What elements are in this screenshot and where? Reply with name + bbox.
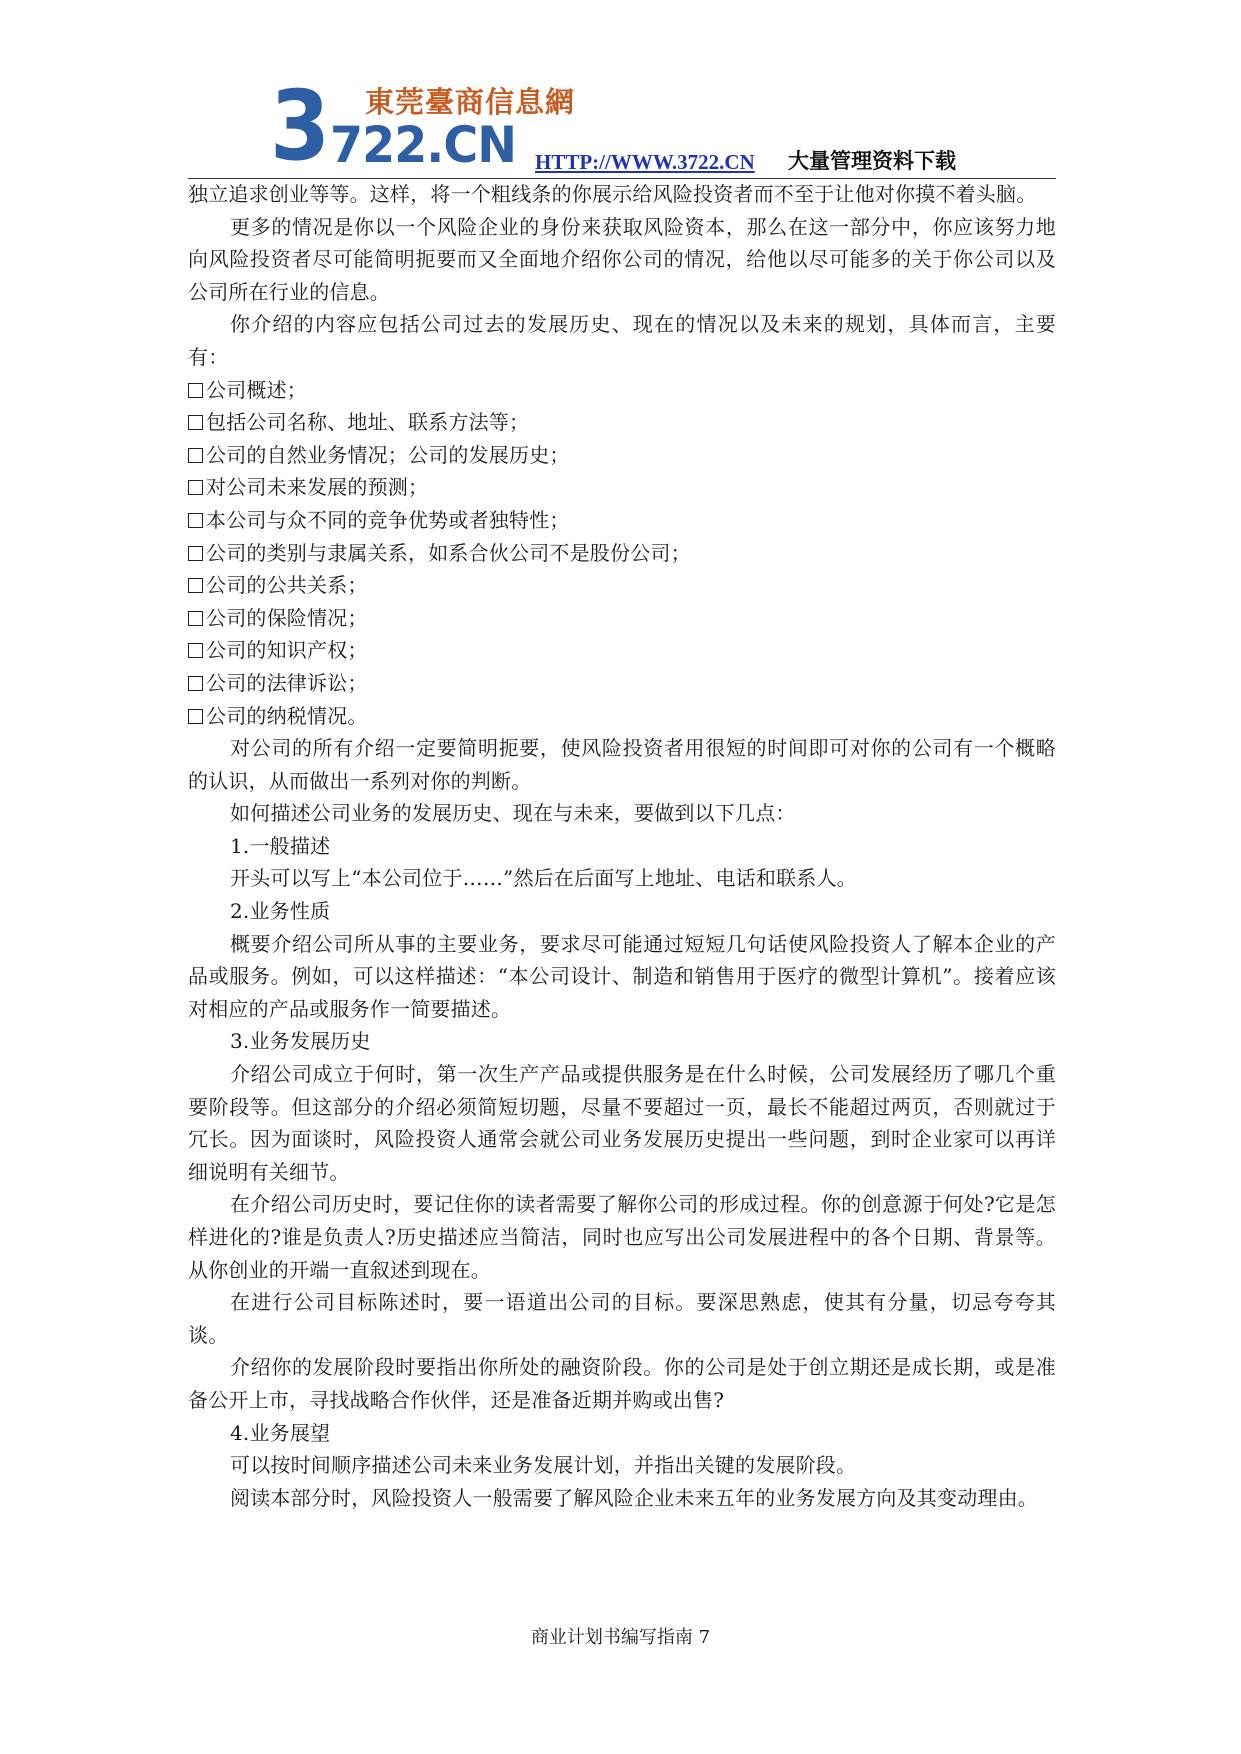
paragraph: 你介绍的内容应包括公司过去的发展历史、现在的情况以及未来的规划，具体而言，主要有： — [188, 312, 1056, 369]
header-tagline: 大量管理资料下载 — [788, 149, 956, 173]
checkbox-icon — [188, 709, 203, 724]
list-item — [188, 634, 1056, 667]
list-item-text: 公司的自然业务情况；公司的发展历史； — [206, 442, 570, 467]
section-heading: 1.一般描述 — [230, 833, 331, 858]
logo-chinese-name: 東莞臺商信息網 — [365, 85, 576, 119]
list-item-text: 公司的纳税情况。 — [206, 703, 368, 728]
list-item-text: 包括公司名称、地址、联系方法等； — [206, 410, 530, 435]
paragraph: 如何描述公司业务的发展历史、现在与未来，要做到以下几点： — [230, 801, 796, 826]
section-heading: 3.业务发展历史 — [230, 1029, 371, 1054]
list-item-text: 公司的类别与隶属关系，如系合伙公司不是股份公司； — [206, 540, 691, 565]
list-item — [188, 700, 1056, 733]
paragraph: 介绍你的发展阶段时要指出你所处的融资阶段。你的公司是处于创立期还是成长期，或是准备公开上市，寻找战略合作伙伴，还是准备近期并购或出售? — [188, 1355, 1056, 1412]
paragraph: 开头可以写上“本公司位于……”然后在后面写上地址、电话和联系人。 — [230, 866, 857, 891]
list-item — [188, 439, 1056, 472]
checkbox-icon — [188, 415, 203, 430]
checkbox-icon — [188, 513, 203, 528]
list-item — [188, 471, 1056, 504]
list-item — [188, 406, 1056, 439]
section-heading: 2.业务性质 — [230, 899, 331, 924]
logo-number: 3 — [270, 70, 327, 182]
checkbox-icon — [188, 676, 203, 691]
logo-domain: 722.CN — [330, 116, 517, 174]
list-item-text: 公司的知识产权； — [206, 638, 368, 663]
section-heading: 4.业务展望 — [230, 1420, 331, 1445]
website-link[interactable]: HTTP://WWW.3722.CN — [535, 150, 755, 174]
list-item-text: 公司的公共关系； — [206, 573, 368, 598]
paragraph: 在进行公司目标陈述时，要一语道出公司的目标。要深思熟虑，使其有分量，切忌夸夸其谈。 — [188, 1290, 1056, 1347]
checkbox-icon — [188, 546, 203, 561]
checkbox-icon — [188, 383, 203, 398]
list-item — [188, 537, 1056, 570]
paragraph: 可以按时间顺序描述公司未来业务发展计划，并指出关键的发展阶段。 — [230, 1453, 857, 1478]
document-body — [188, 178, 1056, 1514]
page-header — [0, 0, 1241, 182]
list-item — [188, 504, 1056, 537]
list-item-text: 对公司未来发展的预测； — [206, 475, 429, 500]
list-item — [188, 602, 1056, 635]
checkbox-icon — [188, 578, 203, 593]
paragraph: 独立追求创业等等。这样，将一个粗线条的你展示给风险投资者而不至于让他对你摸不着头脑。 — [188, 182, 1037, 206]
paragraph: 在介绍公司历史时，要记住你的读者需要了解你公司的形成过程。你的创意源于何处?它是怎样进化的?谁是负责人?历史描述应当简洁，同时也应写出公司发展进程中的各个日期、背景等。从你创业的开端一直叙述到现在。 — [188, 1192, 1057, 1282]
list-item — [188, 374, 1056, 407]
checkbox-icon — [188, 480, 203, 495]
list-item-text: 公司的法律诉讼； — [206, 670, 368, 695]
paragraph: 介绍公司成立于何时，第一次生产产品或提供服务是在什么时候，公司发展经历了哪几个重要阶段等。但这部分的介绍必须简短切题，尽量不要超过一页，最长不能超过两页，否则就过于冗长。因为面谈时，风险投资人通常会就公司业务发展历史提出一些问题，到时企业家可以再详细说明有关细节。 — [188, 1062, 1056, 1184]
checkbox-icon — [188, 643, 203, 658]
paragraph: 概要介绍公司所从事的主要业务，要求尽可能通过短短几句话使风险投资人了解本企业的产品或服务。例如，可以这样描述：“本公司设计、制造和销售用于医疗的微型计算机”。接着应该对相应的产品或服务作一简要描述。 — [188, 931, 1056, 1021]
checkbox-icon — [188, 611, 203, 626]
paragraph: 阅读本部分时，风险投资人一般需要了解风险企业未来五年的业务发展方向及其变动理由。 — [230, 1485, 1038, 1510]
page-footer: 商业计划书编写指南 7 — [530, 1627, 711, 1648]
paragraph: 更多的情况是你以一个风险企业的身份来获取风险资本，那么在这一部分中，你应该努力地向风险投资者尽可能简明扼要而又全面地介绍你公司的情况，给他以尽可能多的关于你公司以及公司所在行业的信息。 — [188, 214, 1056, 304]
checkbox-icon — [188, 448, 203, 463]
list-item — [188, 667, 1056, 700]
list-item-text: 公司的保险情况； — [206, 605, 368, 630]
list-item-text: 本公司与众不同的竞争优势或者独特性； — [206, 507, 570, 532]
paragraph: 对公司的所有介绍一定要简明扼要，使风险投资者用很短的时间即可对你的公司有一个概略的认识，从而做出一系列对你的判断。 — [188, 736, 1056, 793]
list-item-text: 公司概述； — [206, 377, 307, 402]
list-item — [188, 569, 1056, 602]
